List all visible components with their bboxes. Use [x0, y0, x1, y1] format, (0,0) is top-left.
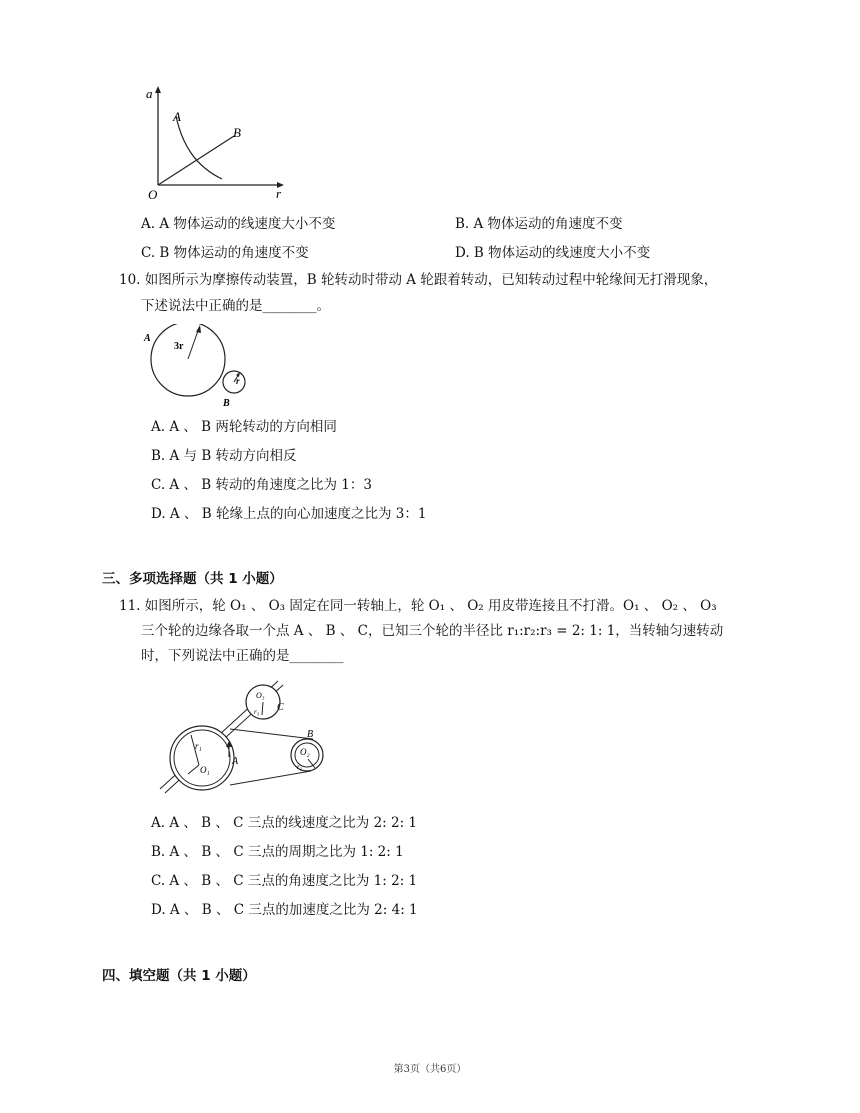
q11-option-a[interactable]: A. A 、 B 、 C 三点的线速度之比为 2: 2: 1 — [151, 815, 418, 831]
curve-a-label: A — [173, 109, 181, 124]
figure-friction-drive — [140, 324, 260, 410]
q11-option-c[interactable]: C. A 、 B 、 C 三点的角速度之比为 1: 2: 1 — [151, 873, 418, 889]
q11-stem-line2: 三个轮的边缘各取一个点 A 、 B 、 C，已知三个轮的半径比 r₁:r₂:r₃ = 2: 1: 1，当转轴匀速转动 — [141, 623, 724, 639]
q11-option-d[interactable]: D. A 、 B 、 C 三点的加速度之比为 2: 4: 1 — [151, 902, 418, 918]
axis-y-label: a — [146, 86, 153, 101]
q9-option-c[interactable]: C. B 物体运动的角速度不变 — [141, 245, 309, 261]
q10-option-b[interactable]: B. A 与 B 转动方向相反 — [151, 448, 297, 464]
o3-label: O₃ — [256, 691, 265, 700]
q10-stem-line2: 下述说法中正确的是________。 — [141, 298, 330, 314]
q9-option-b[interactable]: B. A 物体运动的角速度不变 — [455, 216, 623, 232]
origin-label: O — [148, 187, 158, 202]
r2-label: r₂ — [297, 763, 303, 771]
wheel-b-radius: r — [236, 376, 240, 386]
q11-option-b[interactable]: B. A 、 B 、 C 三点的周期之比为 1: 2: 1 — [151, 844, 404, 860]
q9-option-d[interactable]: D. B 物体运动的线速度大小不变 — [455, 245, 651, 261]
q10-option-d[interactable]: D. A 、 B 轮缘上点的向心加速度之比为 3：1 — [151, 506, 427, 522]
page-footer: 第3页（共6页） — [393, 1064, 467, 1075]
q10-stem-line1: 10. 如图所示为摩擦传动装置，B 轮转动时带动 A 轮跟着转动，已知转动过程中轮缘间无打滑现象， — [119, 272, 718, 288]
axis-x-label: r — [276, 186, 282, 201]
figure-a-r-graph — [140, 84, 290, 202]
point-c-label: C — [277, 702, 284, 713]
q9-option-a[interactable]: A. A 物体运动的线速度大小不变 — [141, 216, 336, 232]
q10-option-a[interactable]: A. A 、 B 两轮转动的方向相同 — [151, 419, 337, 435]
r1-label: r₁ — [195, 741, 202, 751]
wheel-a-label: A — [144, 333, 151, 344]
wheel-a-radius: 3r — [174, 341, 184, 352]
q10-option-c[interactable]: C. A 、 B 转动的角速度之比为 1：3 — [151, 477, 372, 493]
section-3-heading: 三、多项选择题（共 1 小题） — [102, 571, 283, 587]
o1-label: O₁ — [200, 765, 210, 775]
point-b-label: B — [307, 729, 314, 740]
q11-stem-line3: 时，下列说法中正确的是________ — [141, 648, 344, 664]
section-4-heading: 四、填空题（共 1 小题） — [102, 968, 256, 984]
o2-label: O₂ — [300, 747, 310, 757]
q11-stem-line1: 11. 如图所示，轮 O₁ 、 O₃ 固定在同一转轴上，轮 O₁ 、 O₂ 用皮带连接且不打滑。O₁ 、 O₂ 、 O₃ — [119, 598, 717, 614]
wheel-b-label: B — [223, 398, 230, 409]
point-a-label: A — [232, 756, 239, 767]
r3-label: r₃ — [254, 708, 260, 716]
curve-b-label: B — [233, 125, 241, 140]
figure-belt-drive — [150, 675, 330, 795]
